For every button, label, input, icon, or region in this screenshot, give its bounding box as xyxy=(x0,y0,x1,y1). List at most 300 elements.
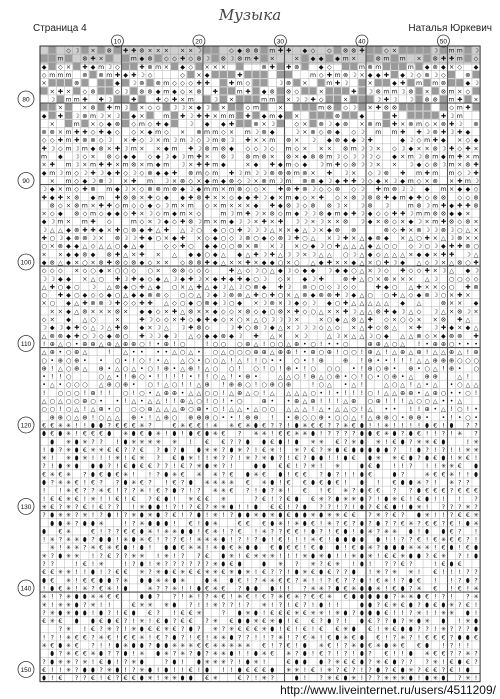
stitch-symbol: ! xyxy=(205,544,209,552)
stitch-symbol: ◆ xyxy=(318,177,324,185)
stitch-symbol: ⬮ xyxy=(254,422,258,430)
stitch-symbol: △ xyxy=(367,308,373,316)
stitch-symbol: ◆ xyxy=(375,72,381,79)
stitch-symbol: × xyxy=(408,226,414,234)
stitch-symbol: • xyxy=(42,373,46,381)
stitch-symbol: ☽ xyxy=(171,332,178,340)
stitch-symbol: ○ xyxy=(114,292,121,300)
stitch-symbol: € xyxy=(50,422,55,430)
stitch-symbol: ◆ xyxy=(90,194,96,202)
stitch-symbol: ✚ xyxy=(440,251,447,259)
stitch-symbol: × xyxy=(253,137,259,145)
stitch-symbol: ! xyxy=(279,446,282,454)
stitch-symbol: × xyxy=(424,177,430,185)
stitch-symbol: ◇ xyxy=(375,210,381,218)
stitch-symbol: ⊗ xyxy=(294,63,300,71)
stitch-symbol: × xyxy=(196,177,202,185)
stitch-symbol: ? xyxy=(254,536,258,544)
stitch-symbol: ! xyxy=(319,463,323,471)
stitch-symbol: m xyxy=(407,153,414,161)
stitch-symbol: ⊗ xyxy=(343,120,349,128)
stitch-symbol: € xyxy=(180,609,185,617)
stitch-symbol: ✳ xyxy=(90,446,96,454)
stitch-symbol: ✳ xyxy=(212,446,218,454)
stitch-symbol: × xyxy=(440,259,447,267)
stitch-symbol: ☽ xyxy=(416,153,422,161)
stitch-symbol: ! xyxy=(83,389,87,397)
stitch-symbol: m xyxy=(212,177,219,185)
stitch-symbol: ✳ xyxy=(269,577,275,585)
stitch-symbol: ⊗ xyxy=(114,283,121,291)
shaded-cell xyxy=(98,87,105,94)
stitch-symbol: ⬮ xyxy=(58,609,63,617)
shaded-cell xyxy=(440,104,447,111)
stitch-symbol: ⊕ xyxy=(245,373,251,381)
stitch-symbol: ⬮ xyxy=(319,544,324,552)
stitch-symbol: ? xyxy=(295,650,299,658)
stitch-symbol: ⬮ xyxy=(91,422,95,430)
stitch-symbol: × xyxy=(310,218,316,226)
stitch-symbol: △ xyxy=(188,349,194,357)
stitch-symbol: ✳ xyxy=(318,642,324,650)
stitch-symbol: ○ xyxy=(269,340,275,348)
stitch-symbol: △ xyxy=(416,381,422,389)
stitch-symbol: × xyxy=(57,129,63,137)
stitch-symbol: ! xyxy=(83,479,87,487)
shaded-cell xyxy=(122,120,129,127)
stitch-symbol: ⊕ xyxy=(285,365,292,373)
stitch-symbol: ○ xyxy=(383,292,390,300)
stitch-symbol: ⊕ xyxy=(383,414,389,422)
stitch-symbol: ! xyxy=(222,666,225,674)
stitch-symbol: ! xyxy=(417,528,421,536)
stitch-symbol: ✚ xyxy=(383,96,389,104)
stitch-symbol: △ xyxy=(359,275,365,283)
stitch-symbol: ⊗ xyxy=(448,332,455,340)
stitch-symbol: ◇ xyxy=(351,186,357,194)
stitch-symbol: ✚ xyxy=(294,186,300,194)
stitch-symbol: ⬮ xyxy=(254,463,258,471)
stitch-symbol: ! xyxy=(303,675,307,683)
stitch-symbol: ⬮ xyxy=(376,666,381,674)
stitch-symbol: ⬮ xyxy=(417,593,421,601)
stitch-symbol: € xyxy=(123,609,128,617)
stitch-symbol: ☽ xyxy=(318,243,324,251)
stitch-symbol: ⬮ xyxy=(91,520,95,528)
stitch-symbol: ? xyxy=(148,479,152,487)
stitch-symbol: ☽ xyxy=(98,112,104,120)
stitch-symbol: × xyxy=(424,145,430,153)
stitch-symbol: ✳ xyxy=(400,552,406,560)
stitch-symbol: ⬮ xyxy=(221,552,226,560)
stitch-symbol: ◆ xyxy=(66,251,71,259)
stitch-symbol: △ xyxy=(408,349,414,357)
stitch-symbol: △ xyxy=(155,226,161,234)
stitch-symbol: ✚ xyxy=(220,275,226,283)
stitch-symbol: € xyxy=(417,577,421,585)
stitch-symbol: × xyxy=(196,308,202,316)
stitch-symbol: ? xyxy=(425,626,429,634)
stitch-symbol: ! xyxy=(50,593,54,601)
stitch-symbol: ⊗ xyxy=(196,194,202,202)
stitch-symbol: ☽ xyxy=(473,47,479,55)
stitch-symbol: ◇ xyxy=(229,308,234,316)
stitch-symbol: ⊕ xyxy=(82,398,88,405)
stitch-symbol: △ xyxy=(253,316,259,324)
stitch-symbol: ✳ xyxy=(351,642,357,650)
stitch-symbol: ◇ xyxy=(82,267,88,275)
stitch-symbol: ? xyxy=(42,561,46,568)
stitch-symbol: △ xyxy=(408,398,414,405)
stitch-symbol: € xyxy=(286,609,291,617)
stitch-symbol: ! xyxy=(148,414,152,422)
stitch-symbol: ◇ xyxy=(98,137,104,145)
stitch-symbol: € xyxy=(237,577,242,585)
stitch-symbol: € xyxy=(82,446,87,454)
stitch-symbol: ⊗ xyxy=(440,120,447,128)
stitch-symbol: ✳ xyxy=(57,601,63,609)
stitch-symbol: ✳ xyxy=(98,487,104,495)
stitch-symbol: ! xyxy=(434,479,437,487)
stitch-symbol: ◆ xyxy=(416,251,422,259)
stitch-symbol: ⬮ xyxy=(408,675,413,683)
stitch-symbol: ☽ xyxy=(302,96,308,104)
stitch-symbol: ? xyxy=(172,618,177,626)
stitch-symbol: △ xyxy=(318,406,324,414)
shaded-cell xyxy=(301,55,308,62)
stitch-symbol: × xyxy=(180,283,186,291)
stitch-symbol: ⬮ xyxy=(474,626,478,634)
stitch-symbol: ◇ xyxy=(180,80,186,88)
stitch-symbol: ◇ xyxy=(220,129,226,137)
stitch-symbol: ✳ xyxy=(294,430,300,438)
stitch-symbol: ✳ xyxy=(326,512,332,520)
stitch-symbol: ? xyxy=(458,650,462,658)
stitch-symbol: € xyxy=(327,487,332,495)
stitch-symbol: ☽ xyxy=(334,153,341,161)
stitch-symbol: △ xyxy=(326,324,332,332)
stitch-symbol: ✳ xyxy=(351,675,357,683)
stitch-symbol: € xyxy=(465,544,470,552)
stitch-symbol: ☽ xyxy=(285,283,292,291)
stitch-symbol: ⊕ xyxy=(294,340,300,348)
stitch-symbol: × xyxy=(375,145,381,153)
stitch-symbol: ! xyxy=(254,487,258,495)
stitch-symbol: ⬮ xyxy=(139,544,144,552)
stitch-symbol: △ xyxy=(383,389,389,397)
stitch-symbol: ○ xyxy=(310,365,316,373)
stitch-symbol: ? xyxy=(409,609,413,617)
stitch-symbol: △ xyxy=(82,365,88,373)
stitch-symbol: ⬮ xyxy=(74,455,79,463)
stitch-symbol: ✚ xyxy=(285,63,292,71)
stitch-symbol: × xyxy=(367,259,373,267)
stitch-symbol: ! xyxy=(458,642,461,650)
stitch-symbol: ✚ xyxy=(204,112,210,120)
stitch-symbol: € xyxy=(376,577,381,585)
stitch-symbol: ☽ xyxy=(196,275,202,283)
stitch-symbol: ⬮ xyxy=(123,438,128,446)
stitch-symbol: ⬮ xyxy=(139,593,144,601)
stitch-symbol: △ xyxy=(220,373,226,381)
stitch-symbol: ! xyxy=(434,593,437,601)
stitch-symbol: ⬮ xyxy=(148,503,152,511)
stitch-symbol: ☽ xyxy=(261,251,267,259)
stitch-symbol: ! xyxy=(368,561,372,568)
stitch-symbol: ⬮ xyxy=(270,455,275,463)
stitch-symbol: ✳ xyxy=(408,618,414,626)
stitch-symbol: ✳ xyxy=(277,593,284,601)
stitch-symbol: ◇ xyxy=(449,104,454,112)
stitch-symbol: ○ xyxy=(188,243,194,251)
stitch-symbol: € xyxy=(302,609,307,617)
shaded-cell xyxy=(236,63,243,70)
stitch-symbol: △ xyxy=(147,398,153,405)
stitch-symbol: ! xyxy=(287,520,290,528)
stitch-symbol: ◇ xyxy=(180,88,186,96)
shaded-cell xyxy=(122,55,129,62)
stitch-symbol: € xyxy=(302,479,307,487)
stitch-symbol: × xyxy=(424,88,430,96)
stitch-symbol: △ xyxy=(302,389,308,397)
stitch-symbol: m xyxy=(285,145,292,153)
stitch-symbol: ? xyxy=(180,626,185,634)
stitch-symbol: ⬮ xyxy=(417,618,421,626)
stitch-symbol: € xyxy=(286,463,291,471)
stitch-symbol: ☽ xyxy=(245,226,251,234)
stitch-symbol: ⬮ xyxy=(400,479,405,487)
stitch-symbol: × xyxy=(139,145,145,153)
stitch-symbol: ○ xyxy=(171,283,178,291)
stitch-symbol: ◆ xyxy=(310,243,316,251)
stitch-symbol: ◆ xyxy=(163,194,169,202)
stitch-symbol: ! xyxy=(287,471,290,479)
stitch-symbol: ☽ xyxy=(236,332,243,340)
stitch-symbol: ! xyxy=(417,634,421,642)
stitch-symbol: ⊕ xyxy=(343,357,349,365)
stitch-symbol: ◆ xyxy=(188,251,194,259)
stitch-symbol: ? xyxy=(458,626,462,634)
stitch-symbol: ◇ xyxy=(424,332,430,340)
stitch-symbol: × xyxy=(106,145,112,153)
stitch-symbol: € xyxy=(131,422,136,430)
stitch-symbol: ⊕ xyxy=(196,406,202,414)
stitch-symbol: ⬮ xyxy=(392,471,397,479)
stitch-symbol: € xyxy=(221,430,226,438)
stitch-symbol: ✳ xyxy=(277,520,284,528)
stitch-symbol: ⊗ xyxy=(196,88,202,96)
stitch-symbol: ☽ xyxy=(155,218,161,226)
stitch-symbol: ! xyxy=(311,626,315,634)
stitch-symbol: ✳ xyxy=(440,463,447,471)
stitch-symbol: ⊕ xyxy=(228,381,235,389)
stitch-symbol: € xyxy=(50,503,55,511)
stitch-symbol: € xyxy=(465,512,470,520)
stitch-symbol: ✳ xyxy=(41,552,47,560)
stitch-symbol: ✳ xyxy=(90,601,96,609)
stitch-symbol: ! xyxy=(91,552,95,560)
stitch-symbol: ◇ xyxy=(163,129,169,137)
stitch-symbol: ◆ xyxy=(392,153,397,161)
stitch-symbol: € xyxy=(254,666,258,674)
row-number-label: 130 xyxy=(20,503,32,511)
stitch-symbol: × xyxy=(147,324,153,332)
stitch-symbol: ! xyxy=(287,438,290,446)
stitch-symbol: ? xyxy=(238,585,242,593)
stitch-symbol: ⬮ xyxy=(270,626,275,634)
stitch-symbol: ✳ xyxy=(212,487,218,495)
stitch-symbol: ⊗ xyxy=(302,283,308,291)
stitch-symbol: ? xyxy=(409,463,413,471)
stitch-symbol: ✳ xyxy=(147,512,153,520)
stitch-symbol: ◇ xyxy=(155,104,161,112)
stitch-symbol: △ xyxy=(163,275,169,283)
stitch-symbol: ⬮ xyxy=(270,520,275,528)
stitch-symbol: ⊗ xyxy=(432,177,438,185)
stitch-symbol: ⬮ xyxy=(384,544,389,552)
stitch-symbol: ✳ xyxy=(440,536,447,544)
stitch-symbol: × xyxy=(326,308,332,316)
stitch-symbol: ☽ xyxy=(179,153,186,161)
stitch-symbol: ⬮ xyxy=(359,609,364,617)
stitch-symbol: ! xyxy=(108,389,111,397)
stitch-symbol: € xyxy=(99,471,104,479)
stitch-symbol: • xyxy=(115,373,120,381)
stitch-symbol: ☽ xyxy=(57,235,64,242)
stitch-symbol: △ xyxy=(172,406,177,414)
stitch-symbol: △ xyxy=(115,365,120,373)
stitch-symbol: ✳ xyxy=(318,438,324,446)
stitch-symbol: ☽ xyxy=(432,226,439,234)
stitch-symbol: ◆ xyxy=(41,63,47,71)
stitch-symbol: € xyxy=(107,634,112,642)
stitch-symbol: ✚ xyxy=(196,161,202,169)
stitch-symbol: m xyxy=(114,104,121,112)
stitch-symbol: ✳ xyxy=(188,642,194,650)
stitch-symbol: ! xyxy=(91,561,95,568)
stitch-symbol: ✳ xyxy=(318,585,324,593)
stitch-symbol: × xyxy=(277,104,284,112)
stitch-symbol: △ xyxy=(359,292,365,300)
stitch-symbol: ☽ xyxy=(293,202,300,210)
stitch-symbol: ✳ xyxy=(82,512,88,520)
stitch-symbol: ⬮ xyxy=(384,593,389,601)
stitch-symbol: ⬮ xyxy=(82,666,87,674)
stitch-symbol: ○ xyxy=(122,389,129,397)
shaded-cell xyxy=(367,55,374,62)
stitch-symbol: × xyxy=(457,137,463,145)
stitch-symbol: ✚ xyxy=(440,202,447,210)
stitch-symbol: × xyxy=(424,218,430,226)
stitch-symbol: • xyxy=(197,357,201,365)
stitch-symbol: ✚ xyxy=(163,226,169,234)
shaded-cell xyxy=(65,55,72,62)
stitch-symbol: € xyxy=(465,658,470,666)
stitch-symbol: ✚ xyxy=(90,226,96,234)
stitch-symbol: ○ xyxy=(334,414,341,422)
stitch-symbol: ◆ xyxy=(383,332,389,340)
stitch-symbol: ⊗ xyxy=(269,169,275,177)
stitch-symbol: ✚ xyxy=(180,316,186,324)
stitch-symbol: ◆ xyxy=(106,292,112,300)
stitch-symbol: ✳ xyxy=(212,422,218,430)
stitch-symbol: ? xyxy=(148,569,152,577)
stitch-symbol: ✚ xyxy=(400,210,406,218)
stitch-symbol: ? xyxy=(392,561,397,568)
stitch-symbol: ☽ xyxy=(196,47,202,55)
stitch-symbol: ! xyxy=(262,389,266,397)
stitch-symbol: ◇ xyxy=(74,186,80,194)
stitch-symbol: € xyxy=(384,650,389,658)
stitch-symbol: ⊕ xyxy=(424,373,430,381)
stitch-symbol: △ xyxy=(98,340,104,348)
stitch-symbol: ⊗ xyxy=(473,283,479,291)
stitch-symbol: ! xyxy=(197,528,201,536)
stitch-symbol: m xyxy=(81,202,88,210)
stitch-symbol: € xyxy=(278,609,283,617)
stitch-symbol: ☽ xyxy=(253,129,259,137)
stitch-symbol: △ xyxy=(245,389,251,397)
watermark-url[interactable]: http://www.liveinternet.ru/users/4511209/ xyxy=(280,683,496,697)
stitch-symbol: ✳ xyxy=(65,471,72,479)
stitch-symbol: ◆ xyxy=(212,226,218,234)
stitch-symbol: ? xyxy=(148,495,152,503)
stitch-symbol: ⬮ xyxy=(50,650,55,658)
stitch-symbol: ☽ xyxy=(359,210,365,218)
stitch-symbol: ! xyxy=(254,634,258,642)
shaded-cell xyxy=(432,112,439,119)
stitch-symbol: ✳ xyxy=(432,658,438,666)
stitch-symbol: ⬮ xyxy=(425,601,430,609)
stitch-symbol: ? xyxy=(425,658,429,666)
stitch-symbol: ? xyxy=(123,487,128,495)
stitch-symbol: • xyxy=(286,398,291,405)
stitch-symbol: m xyxy=(171,145,178,153)
stitch-symbol: ⊗ xyxy=(49,332,55,340)
stitch-symbol: • xyxy=(42,381,46,389)
stitch-symbol: € xyxy=(425,634,430,642)
stitch-symbol: € xyxy=(465,455,470,463)
stitch-symbol: ⬮ xyxy=(245,618,250,626)
stitch-symbol: ✳ xyxy=(204,658,210,666)
stitch-symbol: △ xyxy=(392,324,397,332)
stitch-symbol: ✳ xyxy=(122,430,129,438)
stitch-symbol: ? xyxy=(458,577,462,585)
stitch-symbol: ? xyxy=(352,430,356,438)
stitch-symbol: ⬮ xyxy=(441,601,446,609)
stitch-symbol: ☽ xyxy=(204,292,210,300)
stitch-symbol: € xyxy=(148,609,152,617)
stitch-symbol: ⬮ xyxy=(99,577,104,585)
stitch-symbol: × xyxy=(432,283,438,291)
shaded-cell xyxy=(391,63,398,70)
stitch-symbol: ✚ xyxy=(448,55,455,63)
stitch-symbol: ⊕ xyxy=(310,349,316,357)
stitch-symbol: ⬮ xyxy=(262,561,267,568)
stitch-symbol: ! xyxy=(230,666,233,674)
stitch-symbol: € xyxy=(180,536,185,544)
stitch-symbol: ⊗ xyxy=(180,267,186,275)
stitch-symbol: ! xyxy=(230,357,233,365)
stitch-symbol: ○ xyxy=(204,357,210,365)
stitch-symbol: ☽ xyxy=(261,194,267,202)
shaded-cell xyxy=(277,120,284,127)
stitch-symbol: ? xyxy=(221,463,226,471)
stitch-symbol: ! xyxy=(417,340,421,348)
stitch-symbol: ✳ xyxy=(408,569,414,577)
stitch-symbol: ◆ xyxy=(392,194,397,202)
stitch-symbol: € xyxy=(270,650,275,658)
